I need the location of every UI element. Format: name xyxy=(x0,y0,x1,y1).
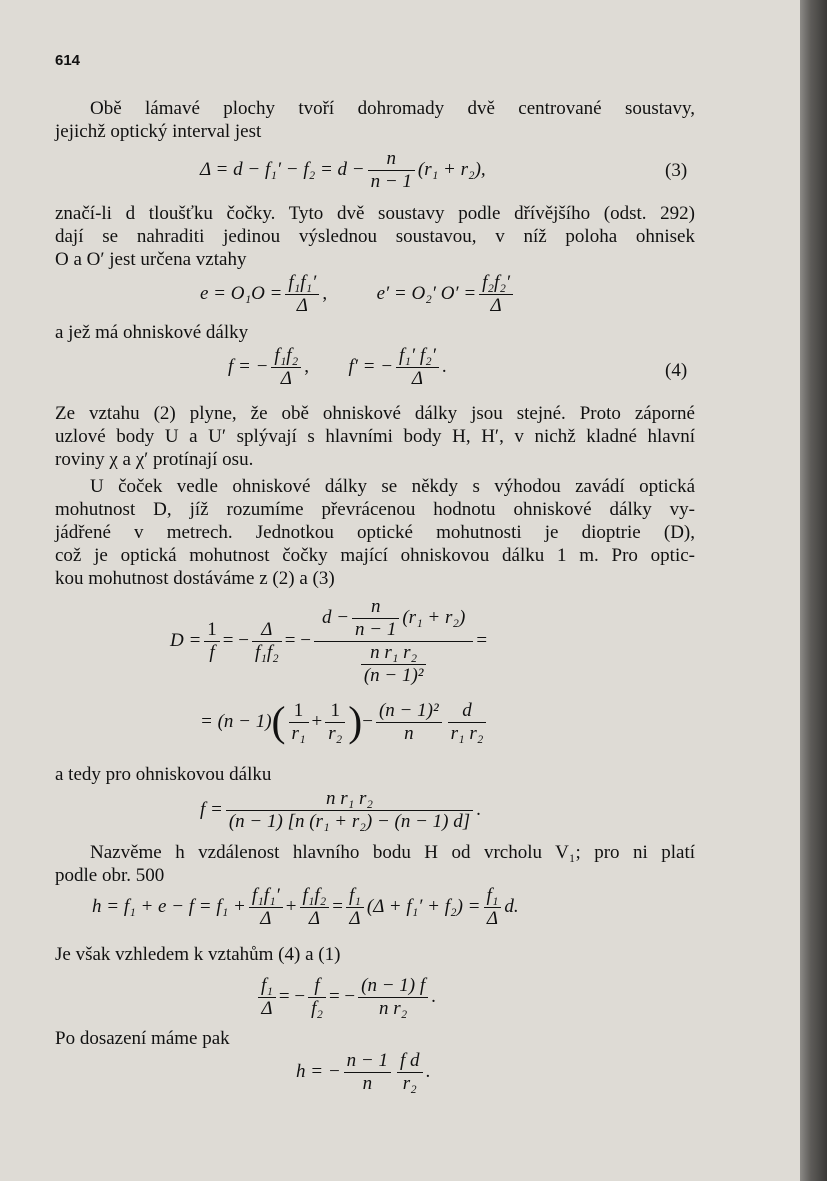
text-line: značí-li d tloušťku čočky. Tyto dvě soustavy podle dřívějšího (odst. 292) xyxy=(55,203,695,224)
text-line: uzlové body U a U′ splývají s hlavními body H, H′, v nichž kladné hlavní xyxy=(55,426,695,447)
text-line: a jež má ohniskové dálky xyxy=(55,322,249,343)
equation-4: f = − $\frac{\text{f₁f₂}}{\Delta}$ , f′ = − $\frac{\text{f₁′ f₂′}}{\Delta}$ . xyxy=(228,345,447,389)
text-line: dají se nahraditi jedinou výslednou soustavou, v níž poloha ohnisek xyxy=(55,226,695,247)
text-line: jádřené v metrech. Jednotkou optické mohutnosti je dioptrie (D), xyxy=(55,522,695,543)
page-number: 614 xyxy=(55,52,81,69)
text-line: Obě lámavé plochy tvoří dohromady dvě centrované soustavy, xyxy=(90,98,695,119)
text-line: O a O′ jest určena vztahy xyxy=(55,249,247,270)
text-line: což je optická mohutnost čočky mající ohniskovou dálku 1 m. Pro optic- xyxy=(55,545,695,566)
equation-3: Δ = d − f₁′ − f₂ = d − $\frac{n}{n - 1}$ (r₁ + r₂), xyxy=(200,148,486,192)
equation-power-2: = (n − 1)( $\frac{1}{\text{r₁}}$ + $\frac{1}{\text{r₂}}$ )− $\frac{\text{(n − 1)²}}{n}$ $\frac{d}{\text{r₁ r₂}}$ xyxy=(200,700,489,745)
text-line: U čoček vedle ohniskové dálky se někdy s výhodou zavádí optická xyxy=(90,476,695,497)
equation-focal-length: f = $\frac{\text{n r₁ r₂}}{\text{(n − 1) [n (r₁ + r₂) − (n − 1) d]}}$ . xyxy=(200,788,481,832)
text-line: jejichž optický interval jest xyxy=(55,121,262,142)
equation-tag: (4) xyxy=(665,360,688,381)
text-line: Nazvěme h vzdálenost hlavního bodu H od vrcholu V₁; pro ni platí xyxy=(90,842,695,863)
text-line: a tedy pro ohniskovou dálku xyxy=(55,764,272,785)
equation-h: h = f₁ + e − f = f₁ + $\frac{\text{f₁f₁′}}{\Delta}$ + $\frac{\text{f₁f₂}}{\Delta}$ = $\frac{\text{f₁}}{\Delta}$ (Δ + f₁′ + f₂) = $\frac{\text{f₁}}{\Delta}$ d. xyxy=(92,885,519,929)
equation-ratio: $\frac{\text{f₁}}{\Delta}$ = − $\frac{f}{\text{f₂}}$ = − $\frac{(n - 1) f}{\text{n r₂}}$ . xyxy=(255,975,436,1020)
text-line: podle obr. 500 xyxy=(55,865,165,886)
text-line: roviny χ a χ′ protínají osu. xyxy=(55,449,254,470)
equation-h-final: h = − $\frac{n - 1}{n}$ $\frac{\text{f d}}{\text{r₂}}$ . xyxy=(296,1050,431,1094)
text-line: Ze vztahu (2) plyne, že obě ohniskové dálky jsou stejné. Proto záporné xyxy=(55,403,695,424)
text-line: Je však vzhledem k vztahům (4) a (1) xyxy=(55,944,341,965)
equation-focal-positions: e = O₁O = $\frac{\text{f₁f₁′}}{\Delta}$ , e′ = O₂′ O′ = $\frac{\text{f₂f₂′}}{\Delta}$ xyxy=(200,272,516,317)
equation-tag: (3) xyxy=(665,160,688,181)
book-spine-edge xyxy=(800,0,827,1181)
text-line: kou mohutnost dostáváme z (2) a (3) xyxy=(55,568,335,589)
equation-power-1: D = $\frac{1}{f}$ = − $\frac{\Delta}{\text{f₁f₂}}$ = − d − $\frac{n}{n - 1}$ (r₁ + r₂) $\frac{\text{n r₁ r₂}}{\text{(n − 1)²}}$ = xyxy=(170,596,488,686)
text-line: Po dosazení máme pak xyxy=(55,1028,230,1049)
text-line: mohutnost D, jíž rozumíme převrácenou hodnotu ohniskové dálky vy- xyxy=(55,499,695,520)
